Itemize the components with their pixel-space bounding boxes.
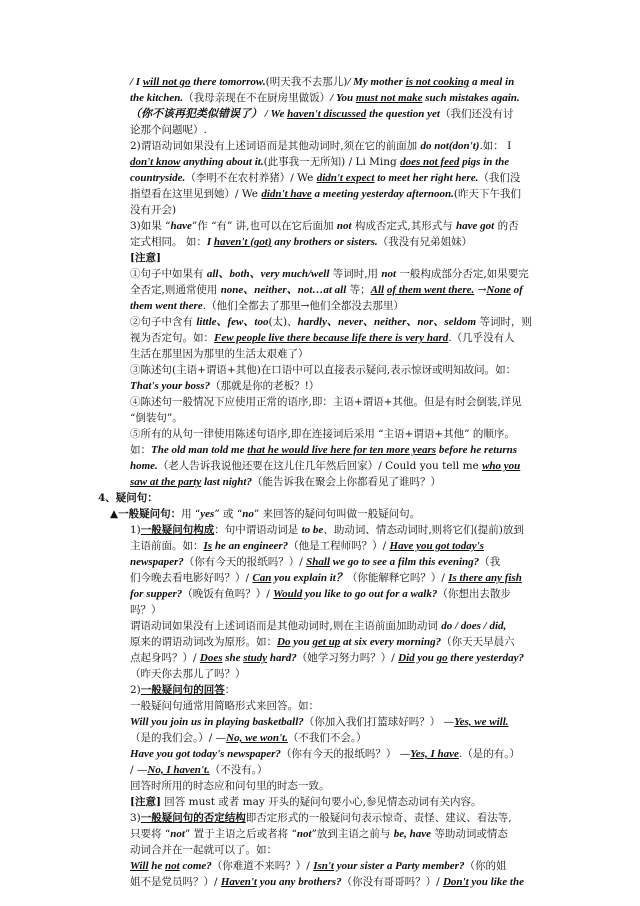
text-line: （你不该再犯类似错误了） / We haven't discussed the question yet（我们还没有讨	[130, 108, 514, 120]
text-line: （是的我们会。）/ —No, we won't.（不我们不会。）	[130, 732, 367, 744]
text-line: / I will not go there tomorrow.(明天我不去那儿)/ My mother is not cooking a meal in	[130, 76, 515, 88]
text-line: them went there.（他们全都去了那里→他们全都没去那里）	[130, 300, 404, 312]
text-line: countryside.（李明不在农村养猪）/ We didn't expect to meet her right here.（我们没	[130, 172, 521, 184]
text-line: 3)一般疑问句的否定结构即否定形式的一般疑问句表示惊奇、责怪、建议、看法等,	[130, 812, 512, 824]
text-line: ④陈述句一般情况下应使用正常的语序,即：主语+谓语+其他。但是有时会倒装,详见	[130, 396, 522, 408]
text-line: 论那个问题呢）.	[130, 124, 207, 136]
text-line: 只要将 “not” 置于主语之后或者将 “not”放到主语之前与 be, have 等助动词或情态	[130, 828, 508, 840]
text-line: “倒装句”。	[130, 412, 183, 424]
text-line: newspaper?（你有今天的报纸吗？）/ Shall we go to see a film this evening?（我	[130, 556, 501, 568]
text-line: 如：The old man told me that he would live here for ten more years before he returns	[130, 444, 518, 456]
text-line: for supper?（晚饭有鱼吗？）/ Would you like to go out for a walk?（你想出去散步	[130, 588, 511, 600]
note-heading: [注意]	[130, 252, 161, 264]
text-line: [注意] 回答 must 或者 may 开头的疑问句要小心,参见情态动词有关内容。	[130, 796, 482, 808]
text-line: Will you join us in playing basketball?（你加入我们打篮球好吗？） —Yes, we will.	[130, 716, 509, 728]
text-line: 指望看在这里见到她）/ We didn't have a meeting yesterday afternoon.(昨天下午我们	[130, 188, 521, 200]
text-line: 3)如果 “have”作 “有” 讲,也可以在它后面加 not 构成否定式,其形式与 have got 的否	[130, 220, 519, 232]
text-line: / —No, I haven't.（不没有。）	[130, 764, 268, 776]
text-line: 一般疑问句通常用简略形式来回答。如：	[130, 700, 319, 712]
document-page	[96, 74, 548, 890]
text-line: ②句子中含有 little、few、too(太)、hardly、never、neither、nor、seldom 等词时，则	[130, 316, 532, 328]
text-line: 们今晚去看电影好吗？）/ Can you explain it？（你能解释它吗？）/ Is there any fish	[130, 572, 522, 584]
text-line: ③陈述句(主语+谓语+其他)在口语中可以直接表示疑问,表示惊讶或明知故问。如：	[130, 364, 517, 376]
text-line: 生活在那里因为那里的生活太艰难了）	[130, 348, 309, 360]
text-line: the kitchen.（我母亲现在不在厨房里做饭）/ You must not make such mistakes again.	[130, 92, 520, 104]
text-line: 视为否定句。如：Few people live there because life there is very hard.（几乎没有人	[130, 332, 515, 344]
text-line: don't know anything about it.(此事我一无所知) / Li Ming does not feed pigs in the	[130, 156, 510, 168]
text-line: 点起身吗？）/ Does she study hard?（她学习努力吗？）/ Did you go there yesterday?	[130, 652, 525, 664]
text-line: home.（老人告诉我说他还要在这儿住几年然后回家）/ Could you tell me who you	[130, 460, 521, 472]
text-line: 全否定,则通常使用 none、neither、not…at all 等；All of them went there. →None of	[130, 284, 523, 296]
text-line: （昨天你去那儿了吗？）	[130, 668, 246, 680]
text-line: Will he not come?（你难道不来吗？）/ Isn't your sister a Party member?（你的姐	[130, 860, 507, 872]
text-line: 动词合并在一起就可以了。如：	[130, 844, 277, 856]
text-line: Have you got today's newspaper?（你有今天的报纸吗？） —Yes, I have.（是的有。）	[130, 748, 520, 760]
text-line: 吗？）	[130, 604, 162, 616]
text-line: ▲一般疑问句：用 “yes” 或 “no” 来回答的疑问句叫做一般疑问句。	[110, 508, 421, 520]
text-line: 2)谓语动词如果没有上述词语而是其他动词时,须在它的前面加 do not(don't).如： I	[130, 140, 512, 152]
text-line: saw at the party last night?（能告诉我在聚会上你都看见了谁吗？）	[130, 476, 441, 488]
text-line: 1)一般疑问句构成：句中谓语动词是 to be、助动词、情态动词时,则将它们(提前)放到	[130, 524, 524, 536]
text-line: 谓语动词如果没有上述词语而是其他动词时,则在主语前面加助动词 do / does / did,	[130, 620, 507, 632]
text-line: 姐不是党员吗？）/ Haven't you any brothers?（你没有哥哥吗？）/ Don't you like the	[130, 876, 524, 888]
text-line: 主语前面。如：Is he an engineer?（他是工程师吗？）/ Have you got today's	[130, 540, 484, 552]
text-line: 定式相同。 如：I haven't (got) any brothers or sisters.（我没有兄弟姐妹）	[130, 236, 473, 248]
text-line: That's your boss?（那就是你的老板？!）	[130, 380, 320, 392]
text-line: 回答时所用的时态应和问句里的时态一致。	[130, 780, 330, 792]
text-line: ①句子中如果有 all、both、very much/well 等词时,用 not 一般构成部分否定,如果要完	[130, 268, 529, 280]
text-line: 没有开会)	[130, 204, 177, 216]
text-line: 2)一般疑问句的回答：	[130, 684, 236, 696]
text-line: ⑤所有的从句一律使用陈述句语序,即在连接词后采用 “主语+谓语+其他” 的顺序。	[130, 428, 515, 440]
text-line: 原来的谓语动词改为原形。如：Do you get up at six every morning?（你天天早晨六	[130, 636, 515, 648]
section-heading: 4、疑问句：	[98, 492, 158, 504]
